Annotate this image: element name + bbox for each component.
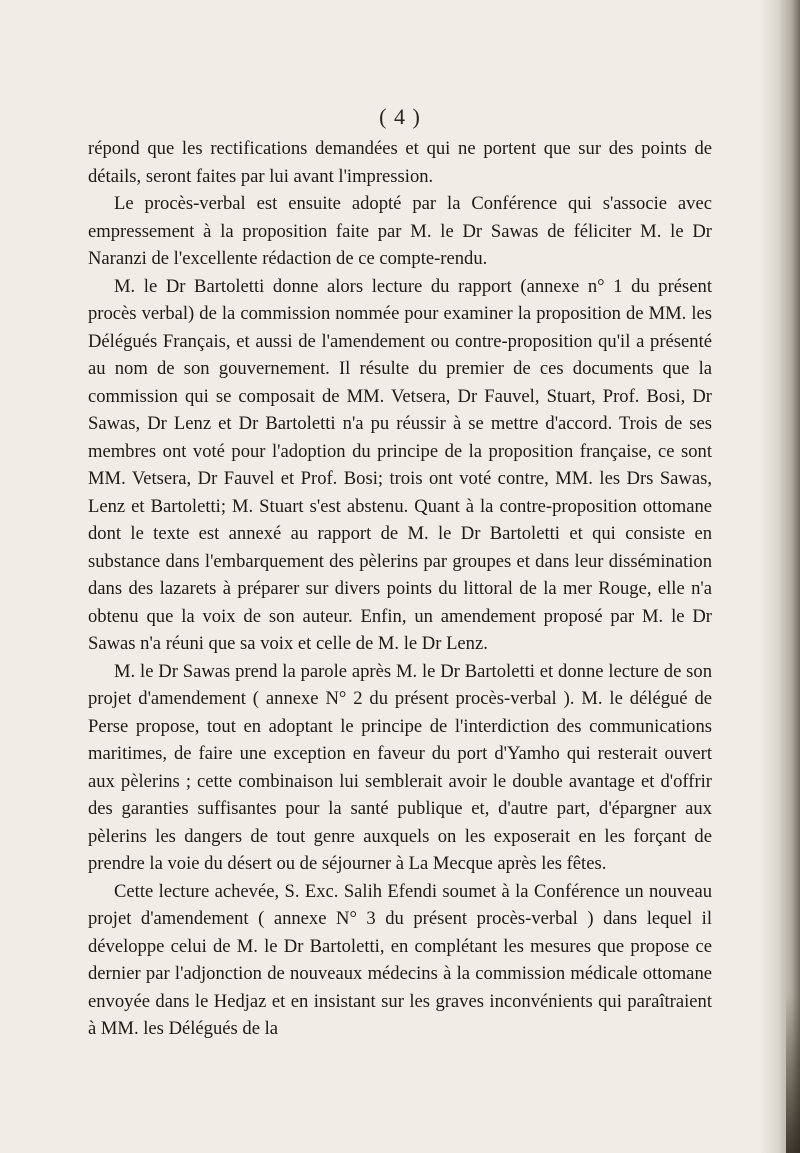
- page-edge-dark-corner: [786, 993, 800, 1153]
- page-edge-shadow: [760, 0, 800, 1153]
- paragraph-4: M. le Dr Sawas prend la parole après M. le Dr Bartoletti et donne lecture de son projet d'amendement ( annexe N° 2 du présent procès-verbal ). M. le délégué de Perse propose, tout en adoptant le principe de l'interdiction des communications maritimes, de faire une exception en faveur du port d'Yamho qui resterait ouvert aux pèlerins ; cette combinaison lui semblerait avoir le double avantage et d'offrir des garanties suffisantes pour la santé publique et, d'autre part, d'épargner aux pèlerins les dangers de tout genre auxquels on les exposerait en les forçant de prendre la voie du désert ou de séjourner à La Mecque après les fêtes.: [88, 660, 712, 874]
- paragraph-1: répond que les rectifications demandées et qui ne portent que sur des points de détails, seront faites par lui avant l'impression.: [88, 138, 712, 187]
- page-number: ( 4 ): [379, 104, 421, 129]
- paragraph-2: Le procès-verbal est ensuite adopté par la Conférence qui s'associe avec empressement à la proposition faite par M. le Dr Sawas de féliciter M. le Dr Naranzi de l'excellente rédaction de ce compte-rendu.: [88, 193, 712, 269]
- paragraph-5: Cette lecture achevée, S. Exc. Salih Efendi soumet à la Conférence un nouveau projet d'amendement ( annexe N° 3 du présent procès-verbal ) dans lequel il développe celui de M. le Dr Bartoletti, en complétant les mesures que propose ce dernier par l'adjonction de nouveaux médecins à la commission médicale ottomane envoyée dans le Hedjaz et en insistant sur les graves inconvénients qui paraîtraient à MM. les Délégués de la: [88, 880, 712, 1039]
- paragraph-3: M. le Dr Bartoletti donne alors lecture du rapport (annexe n° 1 du présent procès verbal) de la commission nommée pour examiner la proposition de MM. les Délégués Français, et aussi de l'amendement ou contre-proposition qu'il a présenté au nom de son gouvernement. Il résulte du premier de ces documents que la commission qui se composait de MM. Vetsera, Dr Fauvel, Stuart, Prof. Bosi, Dr Sawas, Dr Lenz et Dr Bartoletti n'a pu réussir à se mettre d'accord. Trois de ses membres ont voté pour l'adoption du principe de la proposition française, ce sont MM. Vetsera, Dr Fauvel et Prof. Bosi; trois ont voté contre, MM. les Drs Sawas, Lenz et Bartoletti; M. Stuart s'est abstenu. Quant à la contre-proposition ottomane dont le texte est annexé au rapport de M. le Dr Bartoletti et qui consiste en substance dans l'embarquement des pèlerins par groupes et dans leur dissémination dans des lazarets à préparer sur divers points du littoral de la mer Rouge, elle n'a obtenu que la voix de son auteur. Enfin, un amendement proposé par M. le Dr Sawas n'a réuni que sa voix et celle de M. le Dr Lenz.: [88, 275, 712, 654]
- body-text: [88, 135, 712, 1043]
